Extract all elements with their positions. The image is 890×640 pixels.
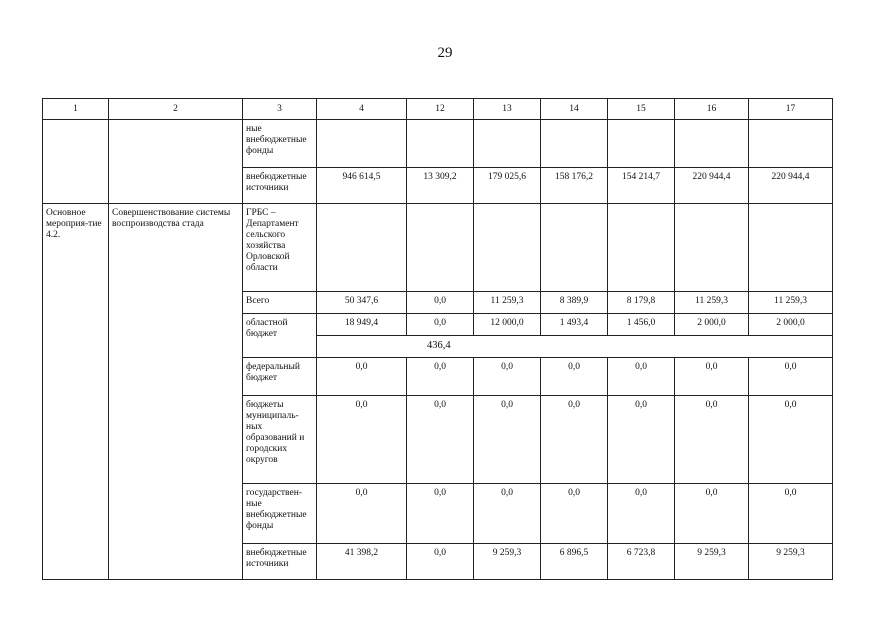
measure-name: Совершенствование системы воспроизводства стада: [109, 204, 243, 580]
header-cell: 15: [608, 99, 675, 120]
source-cell: ГРБС – Департамент сельского хозяйства Орловской области: [243, 204, 317, 292]
code-cell: [43, 120, 109, 204]
value-cell: 0,0: [608, 358, 675, 396]
value-cell: 9 259,3: [749, 544, 833, 580]
header-row: [43, 99, 833, 120]
header-cell: 16: [675, 99, 749, 120]
value-cell: 0,0: [407, 396, 474, 484]
value-cell: 0,0: [541, 396, 608, 484]
note-value: 436,4: [427, 340, 451, 351]
name-cell: [109, 120, 243, 204]
table-row: [43, 204, 833, 292]
value-cell: 0,0: [541, 358, 608, 396]
value-cell: [749, 120, 833, 168]
value-cell: [317, 120, 407, 168]
value-cell: 2 000,0: [749, 314, 833, 336]
value-cell: 0,0: [407, 292, 474, 314]
value-cell: [474, 204, 541, 292]
value-cell: [407, 204, 474, 292]
value-cell: 18 949,4: [317, 314, 407, 336]
value-cell: 1 493,4: [541, 314, 608, 336]
value-cell: 0,0: [407, 358, 474, 396]
source-cell: бюджеты муниципаль-ных образований и городских округов: [243, 396, 317, 484]
source-cell: федеральный бюджет: [243, 358, 317, 396]
value-cell: 0,0: [317, 484, 407, 544]
header-cell: 2: [109, 99, 243, 120]
value-cell: 0,0: [675, 358, 749, 396]
value-cell: 0,0: [608, 484, 675, 544]
value-cell: [407, 120, 474, 168]
value-cell: [675, 204, 749, 292]
value-cell: 0,0: [407, 484, 474, 544]
header-cell: 12: [407, 99, 474, 120]
header-cell: 14: [541, 99, 608, 120]
value-cell: 0,0: [474, 396, 541, 484]
source-cell: внебюджетные источники: [243, 544, 317, 580]
value-cell: 12 000,0: [474, 314, 541, 336]
value-cell: [474, 120, 541, 168]
value-cell: [608, 204, 675, 292]
value-cell: 154 214,7: [608, 168, 675, 204]
value-cell: [541, 204, 608, 292]
value-cell: 8 389,9: [541, 292, 608, 314]
value-cell: 0,0: [675, 484, 749, 544]
value-cell: 11 259,3: [474, 292, 541, 314]
value-cell: 0,0: [675, 396, 749, 484]
value-cell: [317, 204, 407, 292]
value-cell: [675, 120, 749, 168]
value-cell: 0,0: [407, 314, 474, 336]
value-cell: 8 179,8: [608, 292, 675, 314]
value-cell: 9 259,3: [675, 544, 749, 580]
source-cell: областной бюджет: [243, 314, 317, 358]
value-cell: 0,0: [749, 358, 833, 396]
value-cell: 2 000,0: [675, 314, 749, 336]
value-cell: 50 347,6: [317, 292, 407, 314]
measure-code: Основное мероприя-тие 4.2.: [43, 204, 109, 580]
value-cell: [541, 120, 608, 168]
value-cell: 6 723,8: [608, 544, 675, 580]
value-cell: 0,0: [474, 358, 541, 396]
value-cell: 0,0: [407, 544, 474, 580]
value-cell: [608, 120, 675, 168]
value-cell: 0,0: [474, 484, 541, 544]
header-cell: 13: [474, 99, 541, 120]
value-cell: 0,0: [317, 358, 407, 396]
value-cell: 220 944,4: [675, 168, 749, 204]
value-cell: 158 176,2: [541, 168, 608, 204]
value-cell: 1 456,0: [608, 314, 675, 336]
source-cell: внебюджетные источники: [243, 168, 317, 204]
header-cell: 3: [243, 99, 317, 120]
source-cell: государствен-ные внебюджетные фонды: [243, 484, 317, 544]
budget-table: [42, 98, 833, 580]
value-cell: 946 614,5: [317, 168, 407, 204]
note-cell: [317, 336, 833, 358]
value-cell: 0,0: [317, 396, 407, 484]
value-cell: 0,0: [749, 396, 833, 484]
source-cell: Всего: [243, 292, 317, 314]
value-cell: 0,0: [749, 484, 833, 544]
value-cell: 0,0: [541, 484, 608, 544]
header-cell: 17: [749, 99, 833, 120]
value-cell: [749, 204, 833, 292]
value-cell: 179 025,6: [474, 168, 541, 204]
table-row: [43, 120, 833, 168]
page-number: 29: [437, 45, 453, 61]
value-cell: 41 398,2: [317, 544, 407, 580]
value-cell: 220 944,4: [749, 168, 833, 204]
source-cell: ные внебюджетные фонды: [243, 120, 317, 168]
value-cell: 11 259,3: [675, 292, 749, 314]
header-cell: 4: [317, 99, 407, 120]
value-cell: 9 259,3: [474, 544, 541, 580]
value-cell: 13 309,2: [407, 168, 474, 204]
value-cell: 6 896,5: [541, 544, 608, 580]
value-cell: 11 259,3: [749, 292, 833, 314]
value-cell: 0,0: [608, 396, 675, 484]
header-cell: 1: [43, 99, 109, 120]
